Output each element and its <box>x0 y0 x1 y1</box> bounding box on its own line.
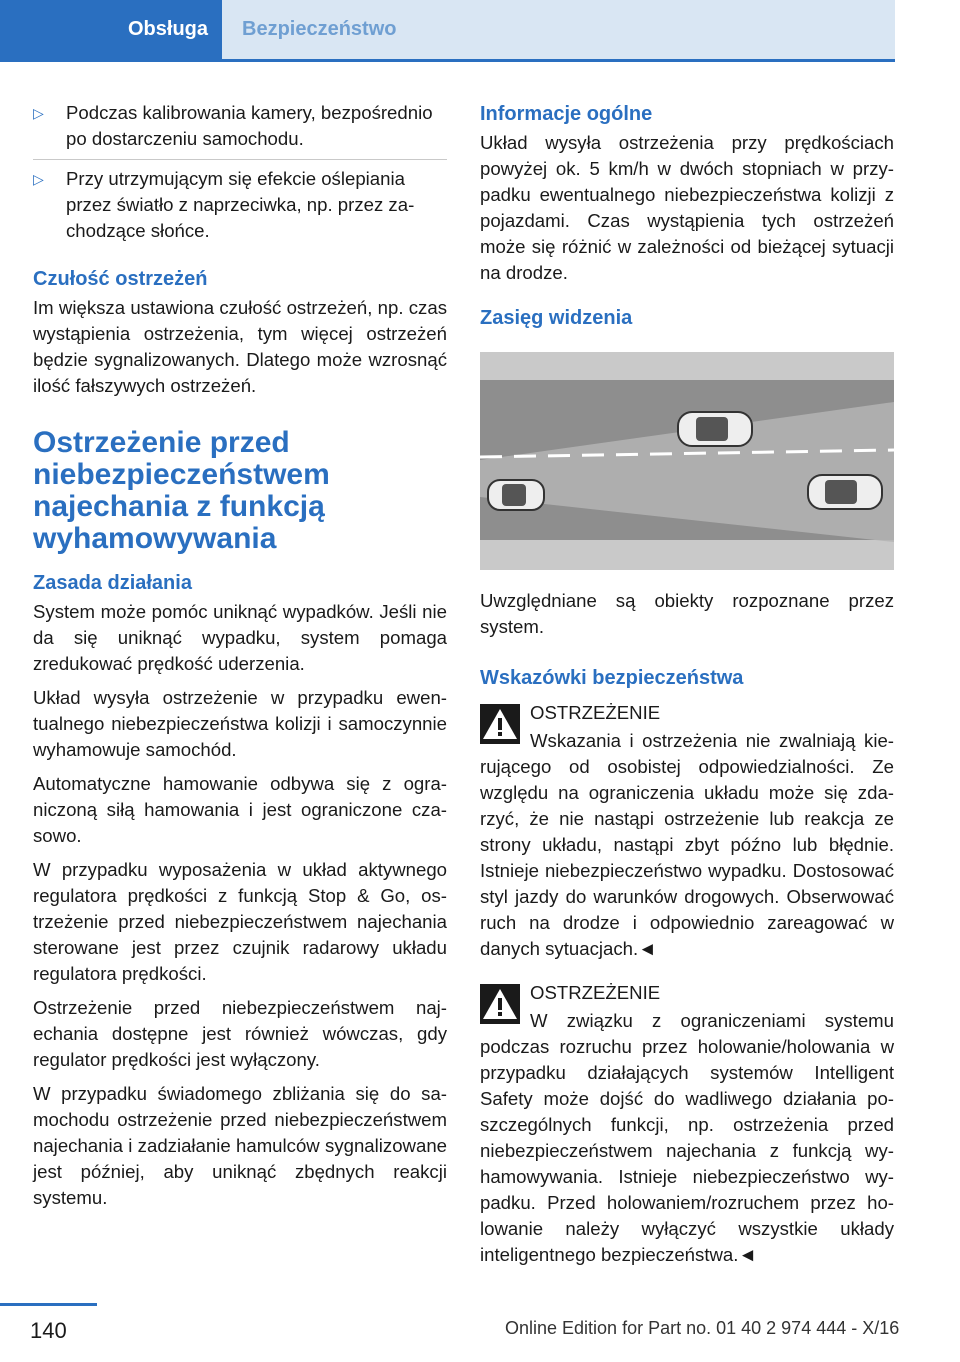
car-icon <box>488 480 544 510</box>
general-text: Układ wysyła ostrzeżenia przy prędkościach powyżej ok. 5 km/h w dwóch stopniach w przypadku ewentualnego niebezpieczeństwa kolizji z pojazdami. Czas wystąpienia tych ostrzeżeń może się różnić w zależności od bieżącej sytuacji na drodze. <box>480 132 894 283</box>
bullet-text: Przy utrzymującym się efekcie oślepiania przez światło z naprzeciwka, np. przez zachodzące słońce. <box>66 168 415 241</box>
tab-obsluga[interactable]: Obsługa <box>0 0 222 59</box>
triangle-right-outline-icon: ▷ <box>33 105 44 121</box>
figure-caption: Uwzględniane są obiekty rozpoznane przez system. <box>480 590 894 637</box>
tab-bezpieczenstwo[interactable]: Bezpieczeństwo <box>222 0 895 59</box>
paragraph: W przypadku świadomego zbliżania się do samochodu ostrzeżenie przed niebezpieczeństwem najechania i zadziałanie hamulców sygnalizowane jest później, aby uniknąć zbędnych reakcji systemu. <box>33 1083 447 1208</box>
warning-triangle-icon <box>480 984 520 1024</box>
warning-block <box>480 980 894 1268</box>
sensitivity-heading: Czułość ostrzeżeń <box>33 268 208 290</box>
bullet-list <box>33 100 447 251</box>
right-column <box>480 100 894 1276</box>
detection-range-illustration <box>480 352 894 570</box>
warning-block <box>480 700 894 962</box>
left-column <box>33 100 447 1219</box>
warning-text: W związku z ograniczeniami systemu podczas rozruchu przez holowanie/holowania w przypadku działających systemów Intelligent Safety może dojść do wadliwego działania poszczególnych funkcji, np. ostrzeżenia przed niebezpieczeństwem najechania z funkcją wyhamowywania. Istnieje niebezpieczeństwo wypadku. Przed holowaniem/rozruchem przez holowanie należy wyłączyć wszystkie układy inteligentnego bezpieczeństwa.◄ <box>480 1010 894 1265</box>
warning-label: OSTRZEŻENIE <box>530 982 661 1003</box>
paragraph: Automatyczne hamowanie odbywa się z ograniczoną siłą hamowania i jest ograniczone czasowo. <box>33 773 447 846</box>
general-heading: Informacje ogólne <box>480 103 653 125</box>
safety-heading: Wskazówki bezpieczeństwa <box>480 667 744 689</box>
edition-note: Online Edition for Part no. 01 40 2 974 444 - X/16 <box>505 1318 900 1338</box>
paragraph: Układ wysyła ostrzeżenie w przypadku ewentualnego niebezpieczeństwa kolizji i samoczynnie wyhamowuje samochód. <box>33 687 447 760</box>
bullet-text: Podczas kalibrowania kamery, bezpośrednio po dostarczeniu samochodu. <box>66 102 433 149</box>
range-heading: Zasięg widzenia <box>480 307 633 329</box>
paragraph: Ostrzeżenie przed niebezpieczeństwem najechania dostępne jest również wówczas, gdy regulator prędkości jest wyłączony. <box>33 997 447 1070</box>
page-number: 140 <box>30 1318 67 1343</box>
section-title: Ostrzeżenie przed niebezpieczeństwem najechania z funkcją wyhamowywania <box>33 426 330 555</box>
list-item <box>33 166 447 251</box>
principle-heading: Zasada działania <box>33 572 192 594</box>
page-header <box>0 0 895 62</box>
warning-triangle-icon <box>480 704 520 744</box>
paragraph: W przypadku wyposażenia w układ aktywnego regulatora prędkości z funkcją Stop & Go, ostrzeżenie przed niebezpieczeństwem najechania sterowane jest przez czujnik radarowy układu regulatora prędkości. <box>33 859 447 984</box>
warning-label: OSTRZEŻENIE <box>530 702 661 723</box>
warning-text: Wskazania i ostrzeżenia nie zwalniają kierującego od osobistej odpowiedzialności. Ze względu na ograniczenia układu może się zdarzyć, że nie nastąpi ostrzeżenie lub reakcja ze strony układu, nastąpi zbyt późno lub błędnie. Istnieje niebezpieczeństwo wypadku. Dostosować styl jazdy do warunków drogowych. Obserwować ruch na drodze i odpowiednio zareagować w danych sytuacjach.◄ <box>480 730 894 959</box>
car-icon <box>678 412 752 446</box>
footer-divider <box>0 1303 97 1306</box>
car-icon <box>808 475 882 509</box>
road-diagram <box>480 352 894 570</box>
sensitivity-text: Im większa ustawiona czułość ostrzeżeń, np. czas wystąpienia ostrzeżenia, tym więcej ostrzeżeń będzie sygnalizowanych. Dlatego może wzrosnąć ilość fałszywych ostrzeżeń. <box>33 297 447 396</box>
paragraph: System może pomóc uniknąć wypadków. Jeśli nie da się uniknąć wypadku, system pomaga zredukować prędkość uderzenia. <box>33 601 447 674</box>
header-divider <box>0 59 895 62</box>
list-item <box>33 100 447 160</box>
triangle-right-outline-icon: ▷ <box>33 171 44 187</box>
